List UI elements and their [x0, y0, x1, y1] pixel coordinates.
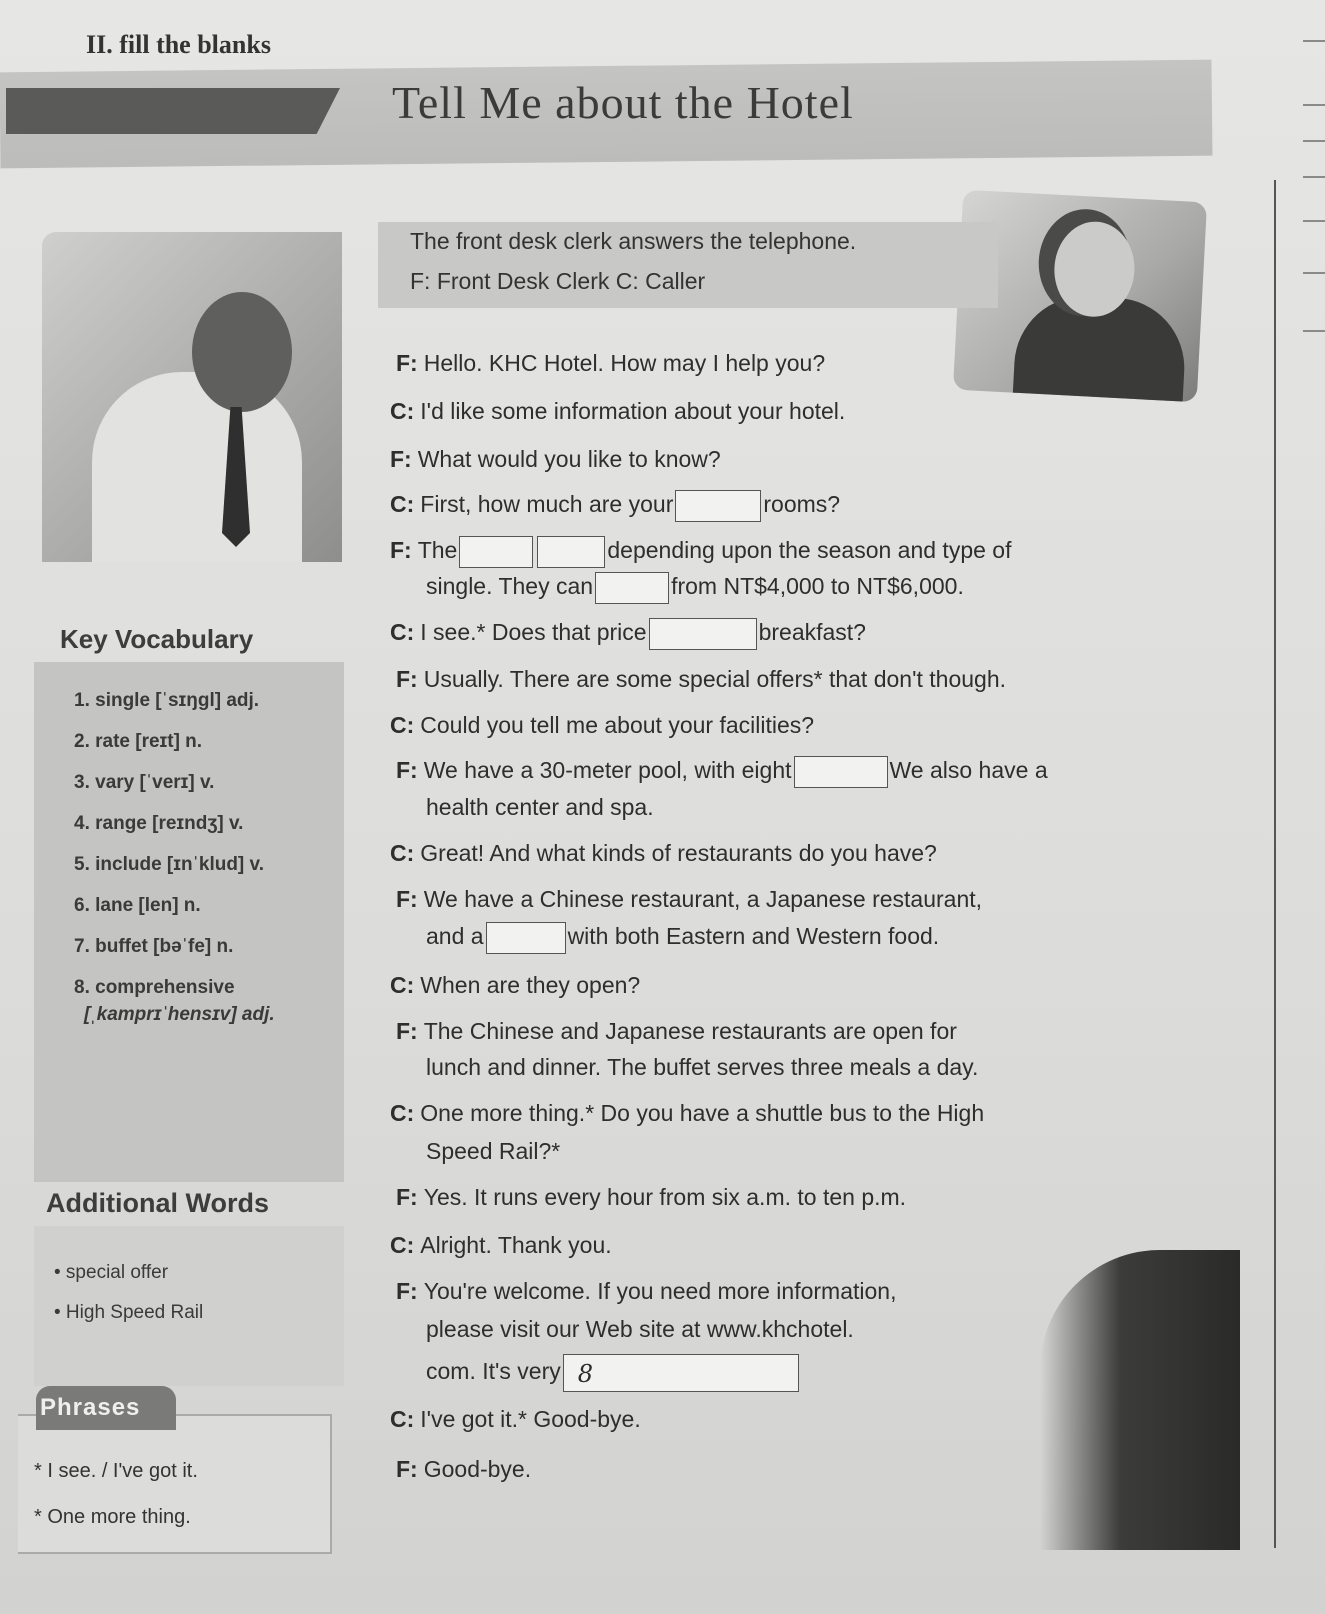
dialogue-text: Could you tell me about your facilities?	[420, 712, 815, 738]
blank-2[interactable]	[459, 536, 533, 568]
dialogue-text: First, how much are your	[420, 491, 674, 518]
additional-words-title: Additional Words	[46, 1188, 269, 1218]
speaker-label: C:	[390, 972, 415, 998]
dialogue-text: depending upon the season and type of	[607, 537, 1012, 564]
dialogue-line	[426, 572, 964, 604]
speaker-label: F:	[396, 1184, 418, 1210]
speaker-label: C:	[390, 398, 415, 424]
dialogue-line	[396, 350, 825, 377]
blank-1[interactable]	[675, 490, 761, 522]
speaker-label: C:	[390, 619, 415, 646]
section-heading: II. fill the blanks	[86, 30, 271, 59]
dialogue-line	[390, 840, 937, 867]
blank-6[interactable]	[794, 756, 888, 788]
dialogue-text: We have a 30-meter pool, with eight	[423, 757, 792, 784]
speaker-label: C:	[390, 840, 415, 866]
speaker-label: C:	[390, 1406, 415, 1432]
dialogue-line	[396, 666, 1006, 693]
dialogue-line	[390, 712, 814, 739]
dialogue-line	[396, 1184, 906, 1211]
speaker-label: C:	[390, 491, 415, 518]
speaker-label: F:	[396, 757, 418, 784]
dialogue-text: When are they open?	[420, 972, 641, 998]
speaker-label: F:	[396, 1456, 418, 1482]
speaker-label: F:	[396, 1278, 418, 1304]
dialogue-line	[390, 1232, 612, 1259]
dialogue-text: health center and spa.	[426, 794, 654, 820]
vocab-item: 3. vary [ˈverɪ] v.	[74, 772, 215, 793]
blank-8[interactable]: 8	[563, 1354, 799, 1392]
dialogue-text: Usually. There are some special offers* that don't though.	[423, 666, 1006, 692]
dialogue-line	[390, 618, 866, 650]
speaker-label: C:	[390, 1232, 415, 1258]
dialogue-line	[390, 1100, 984, 1127]
speaker-label: F:	[396, 886, 418, 912]
dialogue-line	[390, 490, 840, 522]
dialogue-text: and a	[426, 923, 484, 950]
dialogue-text: We also have a	[889, 757, 1048, 784]
dialogue-text: com. It's very	[426, 1358, 561, 1385]
speaker-label: C:	[390, 712, 415, 738]
speaker-label: F:	[396, 666, 418, 692]
dialogue-text: Alright. Thank you.	[420, 1232, 612, 1258]
dialogue-line	[426, 1138, 560, 1165]
vocab-item-phonetic: [ˌkamprɪˈhensɪv] adj.	[84, 1004, 275, 1025]
dialogue-text: The	[417, 537, 458, 564]
dialogue-line	[396, 886, 982, 913]
vocab-item: 5. include [ɪnˈklud] v.	[74, 854, 264, 875]
dialogue-text: I've got it.* Good-bye.	[420, 1406, 641, 1432]
dialogue-line	[390, 972, 640, 999]
dialogue-text: lunch and dinner. The buffet serves three meals a day.	[426, 1054, 979, 1080]
dialogue-text: please visit our Web site at www.khchotel.	[426, 1316, 854, 1342]
dialogue-text: I'd like some information about your hotel.	[420, 398, 846, 424]
dialogue-text: Great! And what kinds of restaurants do you have?	[420, 840, 937, 866]
dialogue-line	[396, 1456, 531, 1483]
dialogue-line	[426, 1054, 978, 1081]
phrase-item: * I see. / I've got it.	[34, 1460, 198, 1482]
dialogue-line	[426, 1354, 801, 1392]
speaker-label: F:	[396, 1018, 418, 1044]
dialogue-text: Hello. KHC Hotel. How may I help you?	[423, 350, 826, 376]
dialogue-text: One more thing.* Do you have a shuttle bus to the High	[420, 1100, 985, 1126]
dialogue-line	[396, 756, 1048, 788]
intro-line: The front desk clerk answers the telephone.	[410, 228, 857, 254]
dialogue-line	[396, 1278, 896, 1305]
key-vocabulary-title: Key Vocabulary	[60, 624, 254, 654]
dialogue-line	[390, 536, 1011, 568]
dialogue-line	[426, 794, 654, 821]
vocab-item: 6. lane [len] n.	[74, 895, 201, 916]
dialogue-text: from NT$4,000 to NT$6,000.	[671, 573, 964, 600]
dialogue-line	[396, 1018, 957, 1045]
title-accent	[6, 88, 340, 134]
speaker-label: C:	[390, 1100, 415, 1126]
speaker-label: F:	[390, 446, 412, 472]
additional-word: • special offer	[54, 1262, 169, 1283]
page-edge-marks	[1299, 0, 1325, 700]
speaker-legend: F: Front Desk Clerk C: Caller	[410, 268, 706, 294]
caller-photo	[42, 232, 342, 562]
dialogue-text: single. They can	[426, 573, 594, 600]
blank-3[interactable]	[537, 536, 605, 568]
blank-5[interactable]	[649, 618, 757, 650]
dialogue-text: with both Eastern and Western food.	[567, 923, 940, 950]
phrase-item: * One more thing.	[34, 1506, 191, 1528]
dialogue-text: Speed Rail?*	[426, 1138, 561, 1164]
dialogue-text: What would you like to know?	[417, 446, 721, 472]
vocab-item: 2. rate [reɪt] n.	[74, 731, 203, 752]
lesson-title: Tell Me about the Hotel	[392, 77, 854, 128]
additional-word: • High Speed Rail	[54, 1302, 204, 1323]
dialogue-text: You're welcome. If you need more information,	[423, 1278, 897, 1304]
dialogue-line	[426, 1316, 854, 1343]
dialogue-line	[390, 446, 721, 473]
dialogue-text: Good-bye.	[423, 1456, 532, 1482]
dialogue-line	[390, 398, 845, 425]
speaker-label: F:	[396, 350, 418, 376]
phrases-panel	[18, 1414, 332, 1554]
dialogue-line	[390, 1406, 641, 1433]
dialogue-text: The Chinese and Japanese restaurants are open for	[423, 1018, 957, 1044]
vocab-item: 8. comprehensive	[74, 977, 235, 998]
intro-band	[378, 222, 998, 308]
vocab-item: 4. range [reɪndʒ] v.	[74, 813, 244, 834]
phone-cord-photo	[1040, 1250, 1240, 1550]
phrases-title: Phrases	[40, 1394, 141, 1421]
vocab-item: 7. buffet [bəˈfe] n.	[74, 936, 234, 957]
vocab-item: 1. single [ˈsɪŋgl] adj.	[74, 690, 260, 711]
dialogue-text: breakfast?	[758, 619, 866, 646]
dialogue-text: rooms?	[763, 491, 841, 518]
blank-4[interactable]	[595, 572, 669, 604]
dialogue-text: I see.* Does that price	[420, 619, 647, 646]
dialogue-line	[426, 922, 939, 954]
blank-7[interactable]	[486, 922, 566, 954]
speaker-label: F:	[390, 537, 412, 564]
dialogue-text: Yes. It runs every hour from six a.m. to ten p.m.	[423, 1184, 907, 1210]
caller-head	[192, 292, 292, 412]
dialogue-text: We have a Chinese restaurant, a Japanese restaurant,	[423, 886, 983, 912]
